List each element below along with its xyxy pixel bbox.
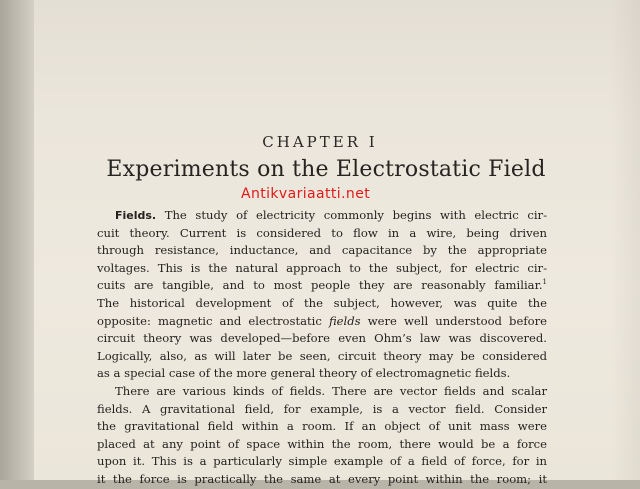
chapter-label: CHAPTER I [262, 133, 378, 151]
runin-heading: Fields. [115, 209, 157, 222]
show-through-text [114, 4, 574, 34]
text-line: opposite: magnetic and electrostatic fields were well understood before [97, 313, 547, 328]
footnote-mark: 1 [542, 278, 547, 287]
text-line: placed at any point of space within the room, there would be a force [97, 436, 547, 451]
italic-word: fields [328, 313, 361, 328]
text-line: There are various kinds of fields. There are vector fields and scalar [115, 383, 547, 398]
text-line: circuit theory was developed—before even Ohm’s law was discovered. [97, 331, 547, 346]
text-line: as a special case of the more general theory of electromagnetic fields. [97, 366, 511, 381]
text-line: The historical development of the subject, however, was quite the [97, 295, 547, 310]
page-shadow [610, 0, 640, 480]
text-line: upon it. This is a particularly simple example of a field of force, for in [97, 454, 547, 469]
text-line: it the force is practically the same at every point within the room; it [97, 471, 547, 486]
text-line: Logically, also, as will later be seen, circuit theory may be considered [97, 348, 547, 363]
text-line: through resistance, inductance, and capacitance by the appropriate [97, 243, 547, 258]
watermark-text: Antikvariaatti.net [241, 186, 371, 202]
text-line: voltages. This is the natural approach to the subject, for electric cir- [97, 260, 547, 275]
text-line: cuits are tangible, and to most people they are reasonably familiar.$^1$ [97, 278, 547, 293]
text-line: cuit theory. Current is considered to flow in a wire, being driven [97, 225, 547, 240]
text-line: the gravitational field within a room. If an object of unit mass were [97, 419, 547, 434]
facing-page-edge [0, 0, 34, 480]
text-line: fields. A gravitational field, for example, is a vector field. Consider [97, 401, 547, 416]
text-line: Fields. The study of electricity commonly begins with electric cir- [115, 208, 547, 222]
body-text [97, 207, 547, 489]
chapter-title: Experiments on the Electrostatic Field [106, 157, 546, 182]
